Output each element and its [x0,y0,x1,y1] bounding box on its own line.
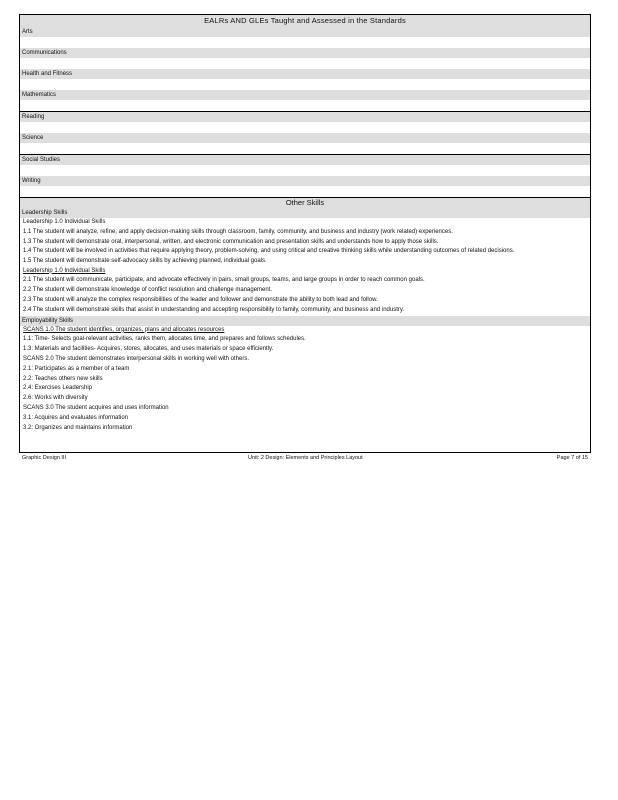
leadership-skills-list [20,218,590,316]
subject-content [20,122,590,133]
subject-row-social-studies [20,154,590,176]
subject-row-arts [20,27,590,48]
subject-label: Communications [20,48,590,58]
list-item: SCANS 1.0 The student identifies, organizes, plans and allocates resources [23,326,225,333]
subject-label: Science [20,133,590,143]
leadership-skills-label: Leadership Skills [20,208,590,218]
subject-content [20,58,590,69]
list-item: SCANS 2.0 The student demonstrates interpersonal skills in working well with others. [23,356,249,363]
subject-label: Mathematics [20,90,590,100]
subject-row-science [20,133,590,154]
list-item: 1.3 The student will demonstrate oral, interpersonal, written, and electronic communication and presentation skills and understands how to apply those skills. [23,238,439,245]
list-item: 2.4: Exercises Leadership [23,385,93,392]
subject-content [20,143,590,154]
subject-row-health [20,69,590,90]
list-item: 1.3: Materials and facilities- Acquires, stores, allocates, and uses materials or space efficiently. [23,346,274,353]
list-item: 2.3 The student will analyze the complex responsibilities of the leader and follower and demonstrate the ability to both lead and follow. [23,297,378,304]
subject-content [20,37,590,48]
list-item: 2.6: Works with diversity [23,395,88,402]
table-title: EALRs AND GLEs Taught and Assessed in the Standards [20,15,590,27]
list-item: 1.5 The student will demonstrate self-advocacy skills by achieving planned, individual goals. [23,257,267,264]
list-item: Leadership 1.0 Individual Skills [23,219,106,225]
footer-course: Graphic Design III [22,455,67,461]
list-item: 2.2 The student will demonstrate knowledge of conflict resolution and challenge management. [23,287,273,294]
subject-content [20,100,590,111]
subject-label: Health and Fitness [20,69,590,79]
subject-row-writing [20,176,590,197]
subject-label: Reading [20,112,590,122]
subject-row-reading [20,111,590,133]
list-item: 2.2: Teaches others new skills [23,375,103,382]
list-item: Leadership 1.0 Individual Skills [23,267,106,274]
subject-label: Writing [20,176,590,186]
subject-label: Arts [20,27,590,37]
page-footer [22,455,588,463]
list-item: 3.2: Organizes and maintains information [23,424,133,431]
list-item: 1.4 The student will be involved in activities that require applying theory, problem-solving, and using critical and creative thinking skills while understanding outcomes of related decisions. [23,248,515,255]
list-item: 2.4 The student will demonstrate skills that assist in understanding and accepting responsibility to family, community, and business and industry. [23,306,405,313]
other-skills-title: Other Skills [20,197,590,208]
subject-content [20,186,590,197]
footer-page-number: Page 7 of 15 [556,455,588,461]
list-item: 2.1 The student will communicate, participate, and advocate effectively in pairs, small groups, teams, and large groups in order to reach common goals. [23,277,425,284]
standards-table [19,14,591,453]
subject-content [20,165,590,176]
list-item: 1.1: Time- Selects goal-relevant activities, ranks them, allocates time, and prepares and follows schedules. [23,336,306,343]
list-item: 2.1: Participates as a member of a team [23,365,130,372]
list-item: SCANS 3.0 The student acquires and uses information [23,405,169,412]
employability-skills-list [20,326,590,434]
subject-row-mathematics [20,90,590,111]
footer-unit: Unit: 2 Design: Elements and Principles Layout [248,455,363,461]
employability-skills-label: Employability Skills [20,316,590,326]
list-item: 1.1 The student will analyze, refine, and apply decision-making skills through classroom, family, community, and business and industry (work related) experiences. [23,228,453,235]
subject-label: Social Studies [20,155,590,165]
list-item: 3.1: Acquires and evaluates information [23,414,129,421]
subject-content [20,79,590,90]
subject-row-communications [20,48,590,69]
